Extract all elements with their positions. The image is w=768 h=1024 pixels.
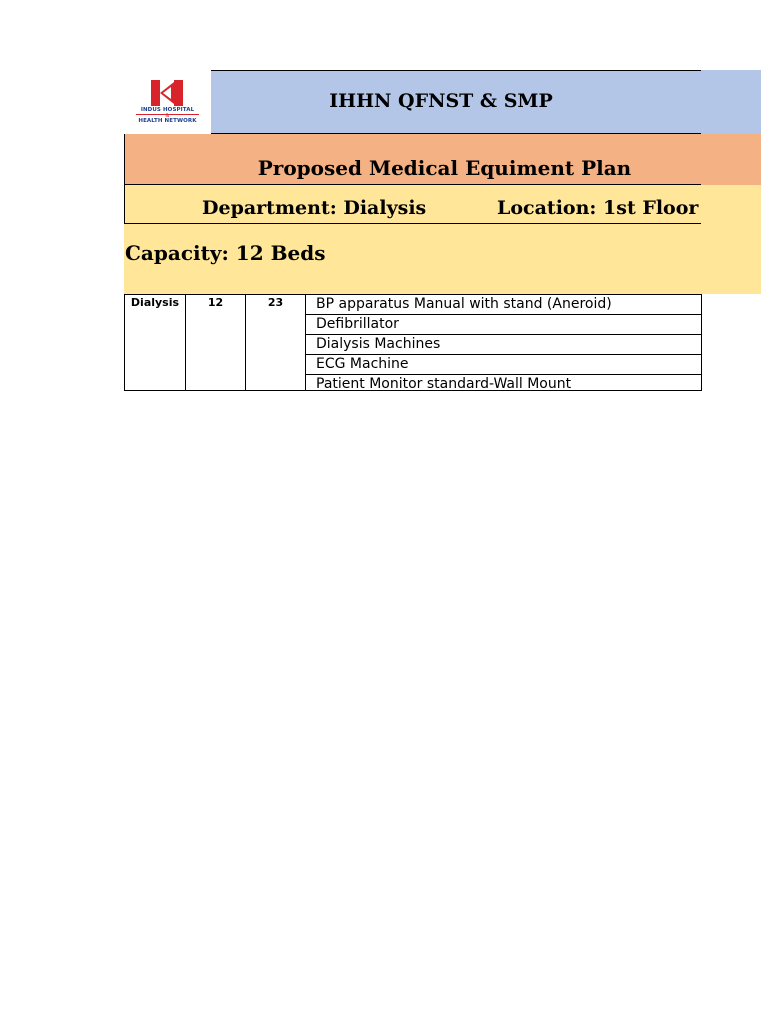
- table-department-cell: Dialysis: [125, 295, 186, 390]
- table-count-cell: 23: [246, 295, 306, 390]
- capacity-label: Capacity: 12 Beds: [125, 241, 326, 265]
- equipment-item: Patient Monitor standard-Wall Mount: [316, 376, 572, 392]
- department-label: Department: Dialysis: [202, 197, 427, 219]
- equipment-item: BP apparatus Manual with stand (Aneroid): [306, 295, 701, 315]
- hospital-logo: [124, 70, 211, 134]
- logo-text-line3: HEALTH NETWORK: [138, 118, 197, 124]
- hospital-logo-icon: [151, 80, 183, 106]
- equipment-list: [306, 295, 701, 394]
- plan-band: [124, 134, 761, 185]
- equipment-item: ECG Machine: [306, 355, 701, 375]
- header-top-rule: [211, 70, 701, 71]
- header-band: [211, 70, 761, 134]
- info-divider: [124, 223, 701, 224]
- info-block: [124, 185, 761, 294]
- equipment-table: [124, 294, 702, 391]
- logo-text-line1: INDUS HOSPITAL: [140, 107, 195, 113]
- equipment-item: Dialysis Machines: [306, 335, 701, 355]
- table-beds-cell: 12: [186, 295, 246, 390]
- equipment-item: Defibrillator: [306, 315, 701, 335]
- plan-title: Proposed Medical Equiment Plan: [257, 156, 632, 180]
- logo-text-line2: &: [165, 113, 170, 119]
- location-label: Location: 1st Floor: [497, 197, 699, 219]
- header-title: IHHN QFNST & SMP: [329, 90, 553, 112]
- info-left-rule: [124, 185, 125, 223]
